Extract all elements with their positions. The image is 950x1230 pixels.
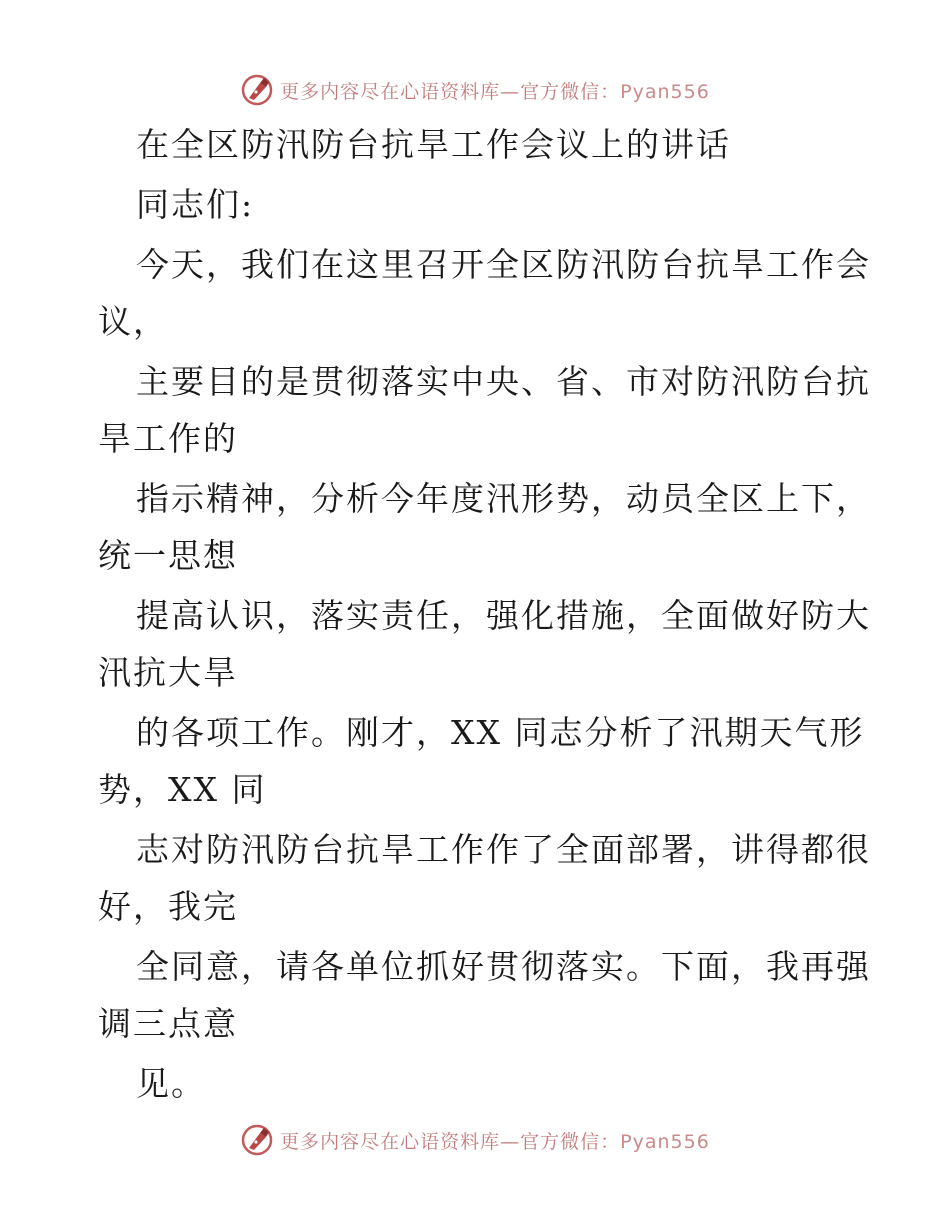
- footer-banner: [0, 1120, 950, 1160]
- header-banner: [0, 70, 950, 110]
- paragraph-line: 今天，我们在这里召开全区防汛防台抗旱工作会: [136, 245, 871, 284]
- paragraph-line: 指示精神，分析今年度汛形势，动员全区上下，: [136, 479, 871, 518]
- wechat-id: Pyan556: [620, 1130, 710, 1153]
- paragraph-line: 主要目的是贯彻落实中央、省、市对防汛防台抗: [136, 362, 871, 401]
- paragraph-line: 统一思想: [98, 536, 238, 575]
- banner-text: 更多内容尽在心语资料库—官方微信：Pyan556: [280, 80, 710, 103]
- pen-nib-circle-icon: [240, 1123, 274, 1157]
- paragraph-line: 的各项工作。刚才，XX 同志分析了汛期天气形: [136, 713, 865, 752]
- wechat-id: Pyan556: [620, 80, 710, 103]
- paragraph-line: 议，: [98, 302, 168, 341]
- paragraph-line: 汛抗大旱: [98, 653, 238, 692]
- document-title: 在全区防汛防台抗旱工作会议上的讲话: [136, 125, 731, 164]
- salutation: 同志们:: [136, 185, 255, 224]
- paragraph-line: 势，XX 同: [98, 770, 267, 809]
- paragraph-line: 全同意，请各单位抓好贯彻落实。下面，我再强: [136, 947, 871, 986]
- paragraph-line: 见。: [136, 1064, 206, 1103]
- paragraph-line: 旱工作的: [98, 419, 238, 458]
- paragraph-line: 志对防汛防台抗旱工作作了全面部署，讲得都很: [136, 830, 871, 869]
- pen-nib-circle-icon: [240, 73, 274, 107]
- paragraph-line: 好，我完: [98, 887, 238, 926]
- paragraph-line: 提高认识，落实责任，强化措施，全面做好防大: [136, 596, 871, 635]
- banner-text: 更多内容尽在心语资料库—官方微信：Pyan556: [280, 1130, 710, 1153]
- paragraph-line: 调三点意: [98, 1004, 238, 1043]
